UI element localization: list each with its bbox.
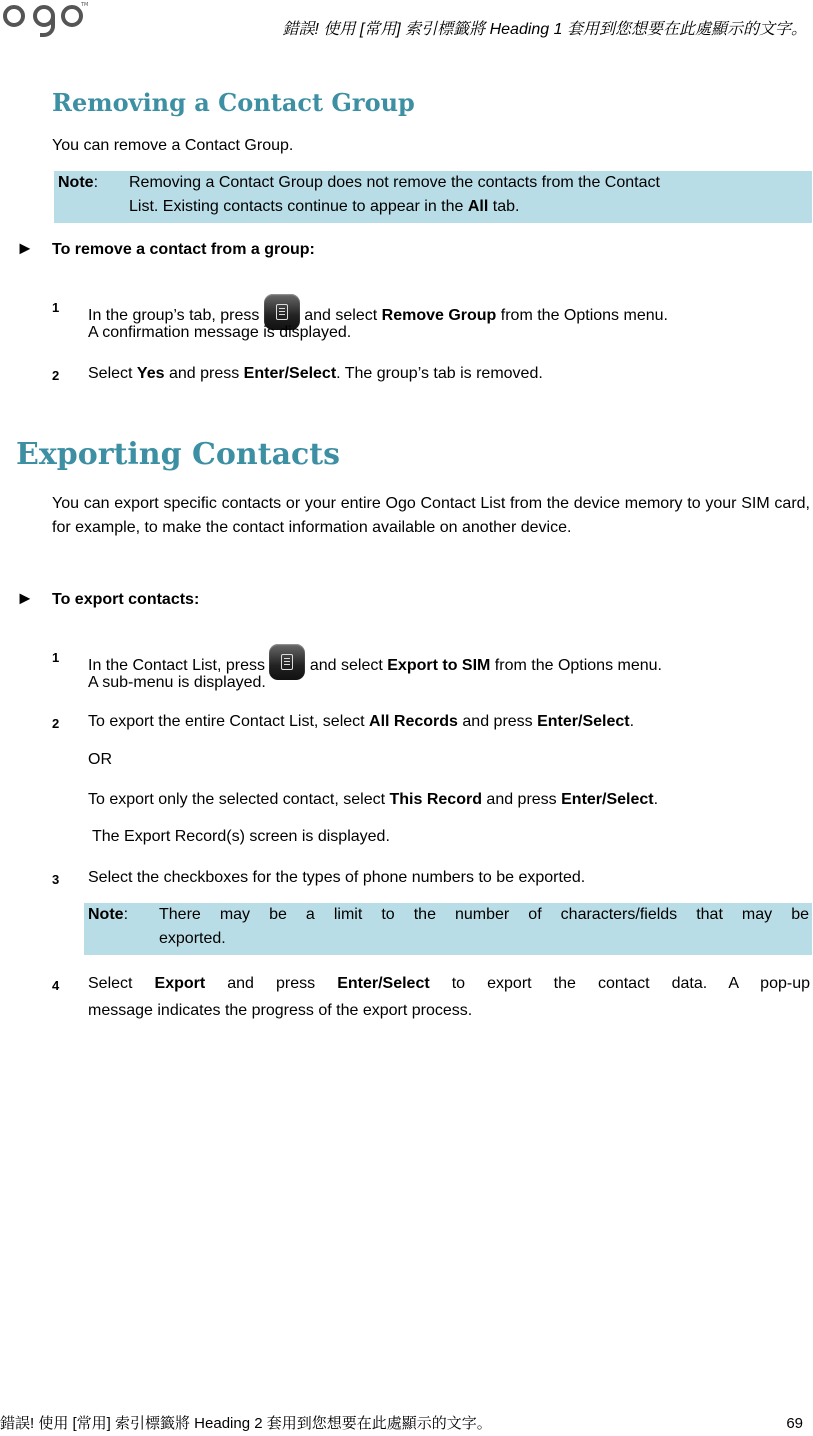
note-text-line2: List. Existing contacts continue to appear in the <box>129 198 468 215</box>
step-number: 2 <box>52 368 60 383</box>
arrow-bullet-icon: ► <box>16 238 34 258</box>
step-text: In the Contact List, press and select Export to SIM from the Options menu. <box>88 644 662 680</box>
step-text: In the group’s tab, press and select Remove Group from the Options menu. <box>88 294 668 330</box>
step-number: 2 <box>52 716 60 731</box>
step-text: To export the entire Contact List, select All Records and press Enter/Select. <box>88 713 635 730</box>
svg-text:TM: TM <box>81 2 88 8</box>
note-text-line1: There may be a limit to the number of characters/fields that may be <box>159 906 809 923</box>
or-text: OR <box>88 751 112 768</box>
arrow-bullet-icon: ► <box>16 588 34 608</box>
step-text-line2: A sub-menu is displayed. <box>88 674 266 691</box>
section-title-exporting-contacts: Exporting Contacts <box>16 437 341 472</box>
note-colon: : <box>93 174 99 191</box>
note-colon: : <box>123 906 129 923</box>
step-number: 4 <box>52 978 60 993</box>
note-box: Note: Removing a Contact Group does not remove the contacts from the Contact List. Existing contacts continue to appear in the All tab. <box>54 171 812 223</box>
step-text-line2: message indicates the progress of the export process. <box>88 1002 473 1019</box>
step-text: Select Yes and press Enter/Select. The group’s tab is removed. <box>88 365 543 382</box>
note-label: Note <box>88 906 124 923</box>
note-all-tab: All <box>467 198 489 215</box>
note-text-line1: Removing a Contact Group does not remove the contacts from the Contact <box>129 174 660 191</box>
section-intro: You can remove a Contact Group. <box>52 137 294 154</box>
step-text-line2: A confirmation message is displayed. <box>88 324 352 341</box>
note-label: Note <box>58 174 94 191</box>
step-text: Select the checkboxes for the types of phone numbers to be exported. <box>88 869 586 886</box>
note-box <box>84 903 812 955</box>
step-number: 1 <box>52 300 60 315</box>
step-text: Select Export and press Enter/Select to export the contact data. A pop-up <box>88 975 810 992</box>
step-number: 3 <box>52 872 60 887</box>
step-number: 1 <box>52 650 60 665</box>
step-result-text: The Export Record(s) screen is displayed. <box>92 828 390 845</box>
ogo-logo <box>2 0 88 40</box>
note-text-line2: exported. <box>159 930 226 947</box>
section-intro: You can export specific contacts or your entire Ogo Contact List from the device memory to your SIM card, for example, to make the contact information available on another device. <box>52 495 810 536</box>
procedure-title: To export contacts: <box>52 591 200 608</box>
step-text-alt: To export only the selected contact, select This Record and press Enter/Select. <box>88 791 659 808</box>
menu-button-icon <box>269 644 305 680</box>
page-number: 69 <box>786 1415 803 1432</box>
footer-error-text: 錯誤! 使用 [常用] 索引標籤將 Heading 2 套用到您想要在此處顯示的文字。 <box>0 1415 492 1432</box>
section-title-removing-group: Removing a Contact Group <box>52 88 415 117</box>
header-error-text: 錯誤! 使用 [常用] 索引標籤將 Heading 1 套用到您想要在此處顯示的文字。 <box>282 21 807 38</box>
procedure-title: To remove a contact from a group: <box>52 241 315 258</box>
